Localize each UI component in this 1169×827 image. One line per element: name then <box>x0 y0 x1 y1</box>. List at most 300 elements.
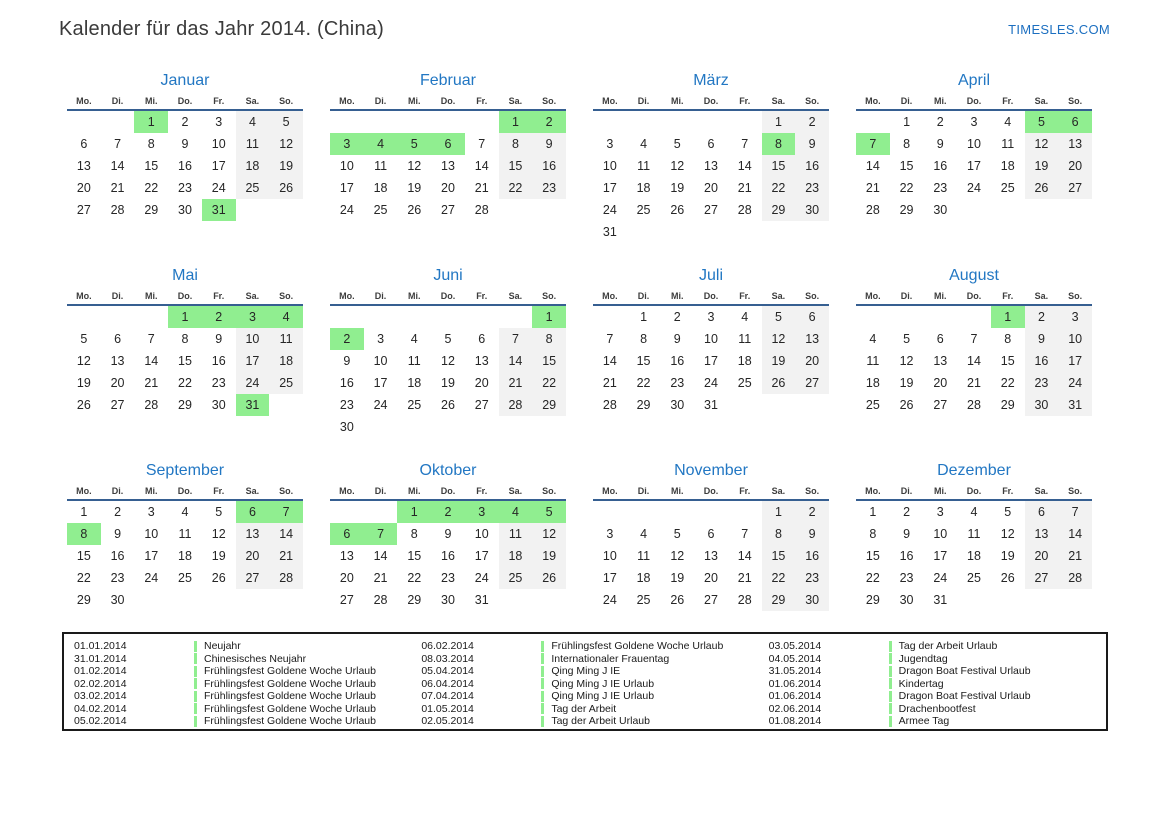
day-cell <box>957 306 991 328</box>
day-cell <box>168 611 202 633</box>
day-cell: 23 <box>795 567 829 589</box>
day-cell: 4 <box>236 111 270 133</box>
weekday-label: Sa. <box>1034 291 1049 301</box>
holiday-name: Frühlingsfest Goldene Woche Urlaub <box>551 640 724 653</box>
day-cell: 21 <box>474 181 489 195</box>
day-cell: 29 <box>178 398 192 412</box>
day-cell: 1 <box>499 111 533 133</box>
holiday-marker <box>541 716 544 727</box>
legend-row <box>421 715 758 728</box>
day-cell: 22 <box>76 571 91 585</box>
day-cell: 15 <box>899 159 914 173</box>
day-cell: 28 <box>269 567 303 589</box>
day-cell: 5 <box>532 501 566 523</box>
day-cell: 9 <box>114 527 122 541</box>
day-cell <box>795 611 829 633</box>
day-cell <box>202 589 236 611</box>
weekday-label: So. <box>1068 96 1083 106</box>
weekday-header-row <box>593 96 829 111</box>
holiday-marker <box>889 691 892 702</box>
day-cell: 14 <box>499 350 533 372</box>
day-cell <box>795 416 829 438</box>
day-cell: 6 <box>114 332 122 346</box>
weekday-label: Do. <box>177 291 193 301</box>
day-cell <box>236 611 270 633</box>
day-cell <box>627 416 661 438</box>
day-cell: 2 <box>1025 306 1059 328</box>
weekday-label: Do. <box>177 96 193 106</box>
day-cell: 16 <box>178 159 192 173</box>
day-cell <box>202 611 236 633</box>
day-cell: 11 <box>637 549 651 563</box>
day-cell: 4 <box>499 501 533 523</box>
weekday-label: Sa. <box>245 486 260 496</box>
day-cell: 12 <box>211 527 226 541</box>
day-cell: 24 <box>967 181 981 195</box>
holiday-marker <box>889 678 892 689</box>
day-cell: 2 <box>202 306 236 328</box>
day-cell: 31 <box>202 199 236 221</box>
day-cell <box>397 306 431 328</box>
legend-column <box>411 640 758 728</box>
holiday-date: 03.02.2014 <box>74 690 127 703</box>
day-cell: 14 <box>144 354 159 368</box>
weekday-header-row <box>593 486 829 501</box>
day-cell <box>397 221 431 243</box>
day-cell: 30 <box>110 593 125 607</box>
day-cell: 17 <box>1058 350 1092 372</box>
day-cell: 5 <box>80 332 88 346</box>
day-cell: 4 <box>410 332 418 346</box>
day-cell: 17 <box>144 549 159 563</box>
day-cell <box>330 221 364 243</box>
day-cell: 27 <box>704 593 718 607</box>
day-cell: 7 <box>741 527 749 541</box>
day-cell: 9 <box>444 527 452 541</box>
day-cell: 23 <box>211 376 226 390</box>
holiday-legend <box>62 632 1108 731</box>
day-cell: 22 <box>899 181 914 195</box>
day-cell: 20 <box>1058 155 1092 177</box>
day-cell <box>856 221 890 243</box>
day-cell: 12 <box>1025 133 1059 155</box>
day-cell: 25 <box>407 398 422 412</box>
day-cell: 29 <box>899 203 914 217</box>
day-cell <box>397 111 431 133</box>
day-cell <box>694 111 728 133</box>
day-cell: 1 <box>80 505 88 519</box>
month-august <box>856 266 1092 439</box>
day-cell: 1 <box>397 501 431 523</box>
day-cell <box>465 111 499 133</box>
day-cell: 14 <box>269 523 303 545</box>
day-cell: 25 <box>636 203 651 217</box>
day-cell: 1 <box>869 505 877 519</box>
day-cell: 20 <box>441 181 455 195</box>
day-cell: 11 <box>866 354 880 368</box>
day-cell: 23 <box>670 376 685 390</box>
weekday-label: So. <box>279 291 294 301</box>
day-cell: 2 <box>936 115 944 129</box>
day-cell: 24 <box>933 571 948 585</box>
day-cell: 27 <box>110 398 125 412</box>
day-cell: 15 <box>1000 354 1015 368</box>
day-cell: 10 <box>704 332 718 346</box>
day-cell: 24 <box>339 203 354 217</box>
day-cell <box>101 111 135 133</box>
day-cell: 14 <box>474 159 489 173</box>
day-cell: 14 <box>865 159 880 173</box>
day-cell: 16 <box>110 549 125 563</box>
day-cell <box>499 306 533 328</box>
weekday-label: So. <box>805 96 820 106</box>
day-cell: 31 <box>704 398 718 412</box>
site-link[interactable]: TIMESLES.COM <box>1008 22 1110 37</box>
month-title: Dezember <box>937 462 1011 479</box>
holiday-marker <box>194 678 197 689</box>
legend-row <box>74 678 411 691</box>
day-cell: 26 <box>532 567 566 589</box>
day-cell: 31 <box>602 225 617 239</box>
day-cell: 18 <box>1000 159 1015 173</box>
day-cell: 19 <box>1025 155 1059 177</box>
day-cell: 5 <box>762 306 796 328</box>
weekday-header-row <box>856 486 1092 501</box>
weekday-label: Do. <box>966 96 982 106</box>
day-cell <box>134 611 168 633</box>
day-cell <box>364 111 398 133</box>
day-cell: 30 <box>670 398 685 412</box>
day-cell <box>923 416 957 438</box>
holiday-date: 31.01.2014 <box>74 652 127 665</box>
day-cell: 17 <box>933 549 948 563</box>
day-cell <box>465 306 499 328</box>
month-mai <box>67 266 303 439</box>
holiday-marker <box>889 703 892 714</box>
weekday-label: So. <box>1068 291 1083 301</box>
day-cell <box>532 416 566 438</box>
day-cell <box>134 221 168 243</box>
day-cell <box>890 306 924 328</box>
weekday-label: Do. <box>440 486 456 496</box>
holiday-date: 05.02.2014 <box>74 715 127 728</box>
day-cell: 6 <box>1025 501 1059 523</box>
day-cell: 25 <box>1000 181 1015 195</box>
holiday-name: Frühlingsfest Goldene Woche Urlaub <box>204 677 376 690</box>
month-title: März <box>693 72 729 89</box>
legend-row <box>421 665 758 678</box>
day-cell: 3 <box>936 505 944 519</box>
day-cell: 26 <box>899 398 914 412</box>
day-cell: 13 <box>795 328 829 350</box>
day-cell: 28 <box>865 203 880 217</box>
day-cell: 1 <box>640 310 648 324</box>
day-cell: 17 <box>602 181 617 195</box>
day-cell <box>67 611 101 633</box>
day-cell: 5 <box>673 137 681 151</box>
day-cell: 27 <box>474 398 489 412</box>
weekday-header-row <box>330 486 566 501</box>
day-cell <box>728 501 762 523</box>
days-grid <box>593 111 829 243</box>
day-cell: 8 <box>762 523 796 545</box>
holiday-name: Frühlingsfest Goldene Woche Urlaub <box>204 702 376 715</box>
day-cell: 25 <box>499 567 533 589</box>
day-cell: 18 <box>499 545 533 567</box>
day-cell <box>364 611 398 633</box>
day-cell <box>890 416 924 438</box>
day-cell <box>1058 221 1092 243</box>
day-cell: 8 <box>640 332 648 346</box>
holiday-marker <box>194 653 197 664</box>
day-cell <box>168 221 202 243</box>
day-cell: 2 <box>431 501 465 523</box>
day-cell <box>236 221 270 243</box>
day-cell: 9 <box>903 527 911 541</box>
holiday-date: 31.05.2014 <box>768 665 822 678</box>
day-cell: 24 <box>373 398 388 412</box>
day-cell: 24 <box>704 376 718 390</box>
day-cell <box>364 501 398 523</box>
day-cell: 11 <box>178 527 192 541</box>
holiday-marker <box>541 691 544 702</box>
weekday-label: Di. <box>111 96 124 106</box>
day-cell: 6 <box>795 306 829 328</box>
legend-row <box>421 653 758 666</box>
day-cell: 11 <box>236 133 270 155</box>
day-cell: 19 <box>1000 549 1015 563</box>
day-cell: 25 <box>967 571 981 585</box>
holiday-name: Armee Tag <box>898 715 950 728</box>
holiday-date: 06.04.2014 <box>421 677 474 690</box>
holiday-date: 01.08.2014 <box>768 715 822 728</box>
day-cell <box>101 611 135 633</box>
day-cell: 9 <box>1025 328 1059 350</box>
weekday-label: So. <box>279 486 294 496</box>
day-cell <box>364 416 398 438</box>
day-cell: 21 <box>499 372 533 394</box>
weekday-label: Mi. <box>145 96 158 106</box>
weekday-label: Fr. <box>1002 291 1014 301</box>
day-cell: 11 <box>967 527 981 541</box>
holiday-name: Qing Ming J IE Urlaub <box>551 677 655 690</box>
month-title: April <box>957 72 990 89</box>
month-januar <box>67 71 303 244</box>
day-cell: 8 <box>410 527 418 541</box>
day-cell <box>397 416 431 438</box>
month-april <box>856 71 1092 244</box>
day-cell <box>397 611 431 633</box>
day-cell: 12 <box>670 159 685 173</box>
weekday-label: Fr. <box>739 486 751 496</box>
day-cell: 1 <box>134 111 168 133</box>
day-cell: 7 <box>1058 501 1092 523</box>
day-cell: 15 <box>178 354 192 368</box>
day-cell <box>795 221 829 243</box>
day-cell <box>67 111 101 133</box>
days-grid <box>67 111 303 243</box>
day-cell: 5 <box>903 332 911 346</box>
day-cell <box>923 611 957 633</box>
weekday-label: Mi. <box>934 291 947 301</box>
day-cell <box>660 416 694 438</box>
holiday-date: 02.02.2014 <box>74 677 127 690</box>
day-cell: 28 <box>474 203 489 217</box>
day-cell <box>627 501 661 523</box>
holiday-marker <box>541 653 544 664</box>
day-cell: 9 <box>215 332 223 346</box>
day-cell: 20 <box>795 350 829 372</box>
day-cell: 31 <box>236 394 270 416</box>
day-cell <box>269 611 303 633</box>
day-cell: 3 <box>970 115 978 129</box>
day-cell: 29 <box>865 593 880 607</box>
holiday-marker <box>194 666 197 677</box>
weekday-label: Fr. <box>213 486 225 496</box>
day-cell: 13 <box>704 549 718 563</box>
day-cell: 2 <box>673 310 681 324</box>
day-cell: 23 <box>178 181 192 195</box>
day-cell: 12 <box>762 328 796 350</box>
day-cell: 12 <box>76 354 91 368</box>
day-cell: 8 <box>869 527 877 541</box>
day-cell <box>660 111 694 133</box>
day-cell: 12 <box>899 354 914 368</box>
weekday-label: Fr. <box>213 96 225 106</box>
day-cell: 18 <box>269 350 303 372</box>
day-cell: 6 <box>707 137 715 151</box>
day-cell: 17 <box>474 549 489 563</box>
day-cell: 8 <box>147 137 155 151</box>
day-cell: 2 <box>330 328 364 350</box>
day-cell <box>431 111 465 133</box>
day-cell <box>856 416 890 438</box>
day-cell: 7 <box>606 332 614 346</box>
day-cell <box>1058 416 1092 438</box>
day-cell <box>991 589 1025 611</box>
day-cell <box>923 306 957 328</box>
day-cell <box>1025 416 1059 438</box>
holiday-marker <box>541 678 544 689</box>
day-cell <box>728 611 762 633</box>
day-cell: 25 <box>236 177 270 199</box>
day-cell <box>762 221 796 243</box>
holiday-date: 06.02.2014 <box>421 640 474 653</box>
day-cell: 5 <box>397 133 431 155</box>
holiday-name: Frühlingsfest Goldene Woche Urlaub <box>204 665 376 678</box>
day-cell: 8 <box>532 328 566 350</box>
legend-row <box>769 678 1106 691</box>
day-cell: 17 <box>602 571 617 585</box>
month-märz <box>593 71 829 244</box>
day-cell <box>660 221 694 243</box>
day-cell: 4 <box>970 505 978 519</box>
weekday-label: Di. <box>111 291 124 301</box>
weekday-label: Sa. <box>771 96 786 106</box>
day-cell <box>101 306 135 328</box>
weekday-label: Sa. <box>245 96 260 106</box>
day-cell: 14 <box>737 549 752 563</box>
holiday-name: Kindertag <box>898 677 944 690</box>
legend-row <box>769 715 1106 728</box>
day-cell <box>856 306 890 328</box>
day-cell: 21 <box>602 376 617 390</box>
weekday-label: Mo. <box>865 291 881 301</box>
month-title: Juli <box>698 267 723 284</box>
holiday-name: Chinesisches Neujahr <box>204 652 307 665</box>
day-cell <box>660 611 694 633</box>
day-cell: 16 <box>441 549 455 563</box>
day-cell <box>532 221 566 243</box>
day-cell: 15 <box>636 354 651 368</box>
day-cell: 5 <box>215 505 223 519</box>
weekday-label: Mi. <box>671 96 684 106</box>
day-cell: 18 <box>636 571 651 585</box>
day-cell: 15 <box>865 549 880 563</box>
page-header <box>59 18 1110 41</box>
day-cell: 14 <box>737 159 752 173</box>
day-cell <box>269 199 303 221</box>
day-cell <box>694 611 728 633</box>
day-cell <box>890 221 924 243</box>
day-cell: 14 <box>373 549 388 563</box>
day-cell: 24 <box>602 203 617 217</box>
day-cell: 15 <box>532 350 566 372</box>
day-cell: 31 <box>1058 394 1092 416</box>
day-cell <box>728 416 762 438</box>
day-cell: 7 <box>741 137 749 151</box>
day-cell <box>499 611 533 633</box>
day-cell <box>1025 199 1059 221</box>
day-cell: 9 <box>795 523 829 545</box>
day-cell <box>593 611 627 633</box>
day-cell: 2 <box>795 111 829 133</box>
day-cell: 30 <box>795 199 829 221</box>
day-cell: 8 <box>1004 332 1012 346</box>
day-cell <box>856 611 890 633</box>
holiday-name: Frühlingsfest Goldene Woche Urlaub <box>204 715 376 728</box>
holiday-name: Qing Ming J IE <box>551 665 621 678</box>
day-cell: 1 <box>168 306 202 328</box>
day-cell <box>101 221 135 243</box>
weekday-label: Fr. <box>1002 486 1014 496</box>
day-cell: 28 <box>1058 567 1092 589</box>
day-cell: 21 <box>373 571 388 585</box>
day-cell: 9 <box>795 133 829 155</box>
day-cell: 7 <box>269 501 303 523</box>
weekday-label: Mi. <box>671 486 684 496</box>
weekday-header-row <box>856 96 1092 111</box>
weekday-label: Di. <box>637 96 650 106</box>
day-cell: 20 <box>339 571 354 585</box>
weekday-label: So. <box>542 291 557 301</box>
weekday-label: Mo. <box>76 291 92 301</box>
weekday-header-row <box>67 291 303 306</box>
days-grid <box>67 501 303 633</box>
day-cell <box>762 416 796 438</box>
day-cell: 18 <box>236 155 270 177</box>
days-grid <box>593 501 829 633</box>
legend-row <box>74 640 411 653</box>
day-cell: 13 <box>110 354 125 368</box>
day-cell <box>856 111 890 133</box>
day-cell: 28 <box>144 398 159 412</box>
day-cell: 3 <box>707 310 715 324</box>
day-cell: 26 <box>1000 571 1015 585</box>
day-cell: 10 <box>339 159 354 173</box>
day-cell: 28 <box>373 593 388 607</box>
day-cell: 28 <box>602 398 617 412</box>
